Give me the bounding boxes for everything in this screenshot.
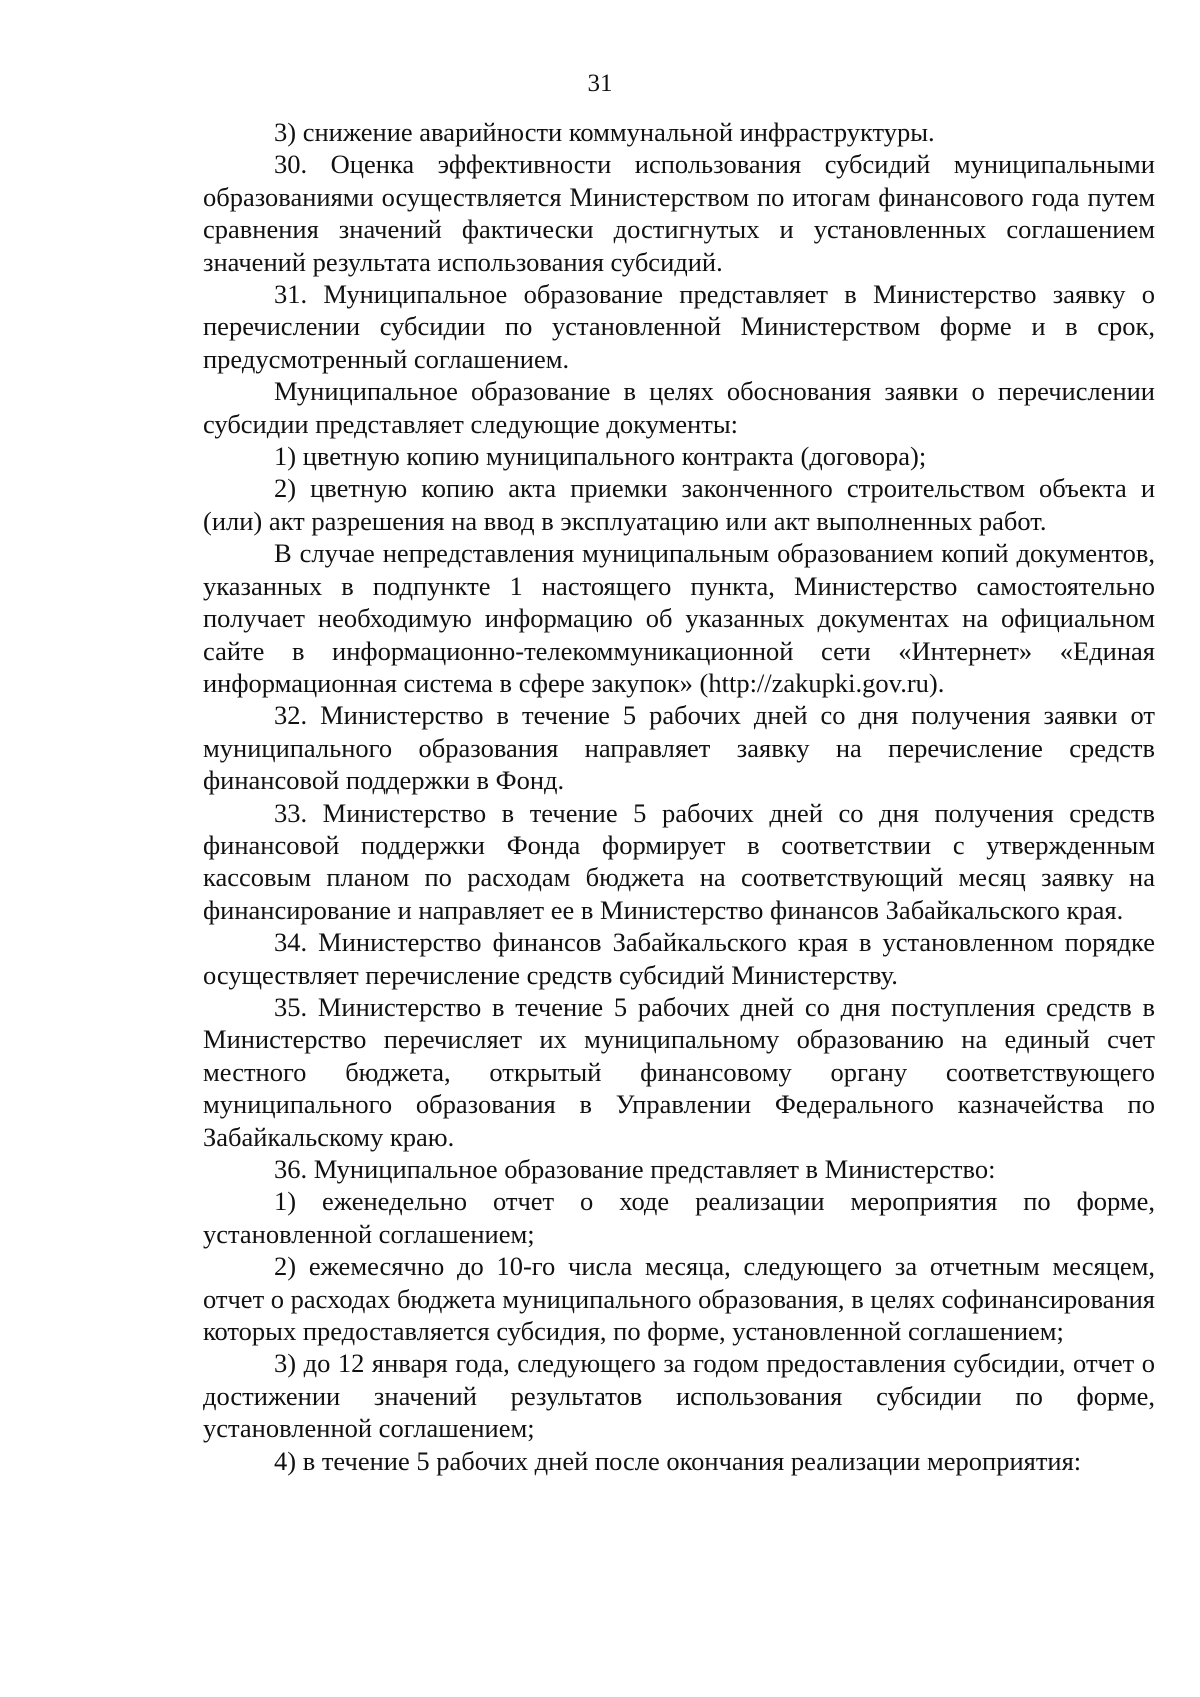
page-number: 31 (587, 70, 613, 97)
paragraph: 3) снижение аварийности коммунальной инфраструктуры. (274, 117, 935, 147)
paragraph: 31. Муниципальное образование представляет в Министерство заявку о перечислении субсидии по установленной Министерством форме и в срок, предусмотренный соглашением. (203, 279, 1155, 374)
paragraph: Муниципальное образование в целях обоснования заявки о перечислении субсидии представляет следующие документы: (203, 376, 1155, 439)
paragraph: В случае непредставления муниципальным образованием копий документов, указанных в подпункте 1 настоящего пункта, Министерство самостоятельно получает необходимую информацию об указанных документах на официальном сайте в информационно-телекоммуникационной сети «Интернет» «Единая информационная система в сфере закупок» (http://zakupki.gov.ru). (203, 538, 1155, 698)
paragraph: 3) до 12 января года, следующего за годом предоставления субсидии, отчет о достижении значений результатов использования субсидии по форме, установленной соглашением; (203, 1348, 1155, 1444)
paragraph: 30. Оценка эффективности использования субсидий муниципальными образованиями осуществляется Министерством по итогам финансового года путем сравнения значений фактически достигнутых и установленных соглашением значений результата использования субсидий. (203, 149, 1155, 277)
paragraph: 33. Министерство в течение 5 рабочих дней со дня получения средств финансовой поддержки Фонда формирует в соответствии с утвержденным кассовым планом по расходам бюджета на соответствующий месяц заявку на финансирование и направляет ее в Министерство финансов Забайкальского края. (203, 797, 1155, 925)
paragraph: 4) в течение 5 рабочих дней после окончания реализации мероприятия: (274, 1445, 1082, 1476)
paragraph: 35. Министерство в течение 5 рабочих дней со дня поступления средств в Министерство перечисляет их муниципальному образованию на единый счет местного бюджета, открытый финансовому органу соответствующего муниципального образования в Управлении Федерального казначейства по Забайкальскому краю. (203, 991, 1155, 1152)
document-body (203, 116, 1155, 1477)
paragraph: 34. Министерство финансов Забайкальского края в установленном порядке осуществляет перечисление средств субсидий Министерству. (203, 927, 1155, 990)
paragraph: 1) еженедельно отчет о ходе реализации мероприятия по форме, установленной соглашением; (203, 1186, 1155, 1249)
paragraph: 36. Муниципальное образование представляет в Министерство: (274, 1154, 996, 1184)
paragraph: 1) цветную копию муниципального контракта (договора); (274, 441, 927, 472)
paragraph: 2) ежемесячно до 10-го числа месяца, следующего за отчетным месяцем, отчет о расходах бюджета муниципального образования, в целях софинансирования которых предоставляется субсидия, по форме, установленной соглашением; (203, 1251, 1155, 1347)
paragraph: 32. Министерство в течение 5 рабочих дней со дня получения заявки от муниципального образования направляет заявку на перечисление средств финансовой поддержки в Фонд. (203, 700, 1155, 796)
paragraph: 2) цветную копию акта приемки законченного строительством объекта и (или) акт разрешения на ввод в эксплуатацию или акт выполненных работ. (203, 473, 1155, 536)
